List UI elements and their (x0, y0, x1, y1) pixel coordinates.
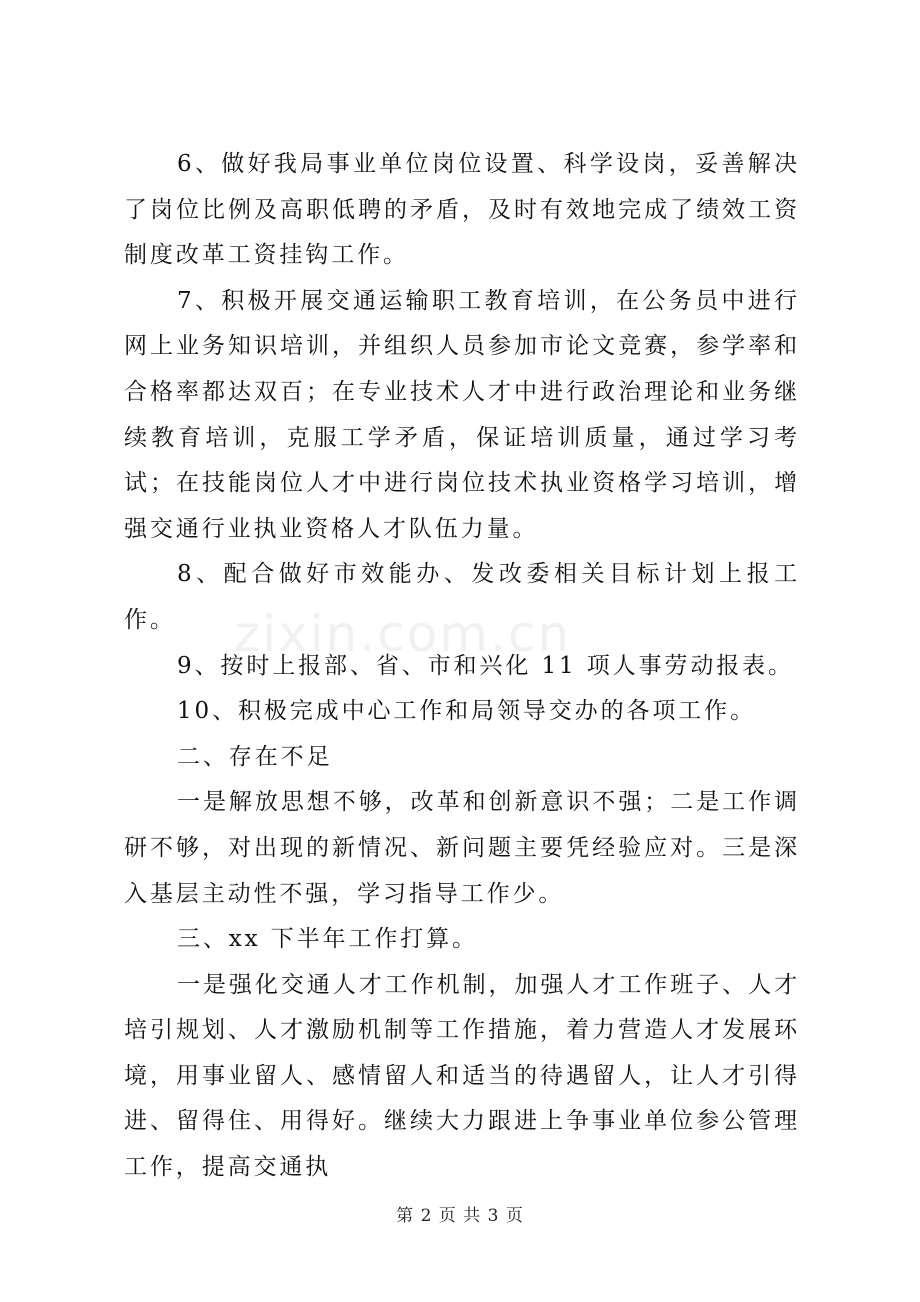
paragraph: 一是解放思想不够，改革和创新意识不强；二是工作调研不够，对出现的新情况、新问题主要凭经验应对。三是深入基层主动性不强，学习指导工作少。 (124, 789, 800, 907)
paragraph: 6、做好我局事业单位岗位设置、科学设岗，妥善解决了岗位比例及高职低聘的矛盾，及时有效地完成了绩效工资制度改革工资挂钩工作。 (124, 151, 800, 269)
paragraph: 一是强化交通人才工作机制，加强人才工作班子、人才培引规划、人才激励机制等工作措施，着力营造人才发展环境，用事业留人、感情留人和适当的待遇留人，让人才引得进、留得住、用得好。继续大力跟进上争事业单位参公管理工作，提高交通执 (124, 971, 800, 1181)
watermark: zixin.com.cn (234, 605, 572, 663)
paragraph: 9、按时上报部、省、市和兴化 11 项人事劳动报表。 (177, 652, 794, 679)
paragraph: 10、积极完成中心工作和局领导交办的各项工作。 (177, 698, 756, 725)
document-body (124, 142, 800, 1191)
paragraph: 7、积极开展交通运输职工教育培训，在公务员中进行网上业务知识培训，并组织人员参加市论文竞赛，参学率和合格率都达双百；在专业技术人才中进行政治理论和业务继续教育培训，克服工学矛盾，保证培训质量，通过学习考试；在技能岗位人才中进行岗位技术执业资格学习培训，增强交通行业执业资格人才队伍力量。 (124, 287, 800, 542)
page-footer: 第 2 页 共 3 页 (396, 1206, 524, 1226)
section-heading: 二、存在不足 (177, 743, 333, 770)
section-heading: 三、xx 下半年工作打算。 (177, 926, 478, 953)
paragraph: 8、配合做好市效能办、发改委相关目标计划上报工作。 (124, 561, 800, 633)
